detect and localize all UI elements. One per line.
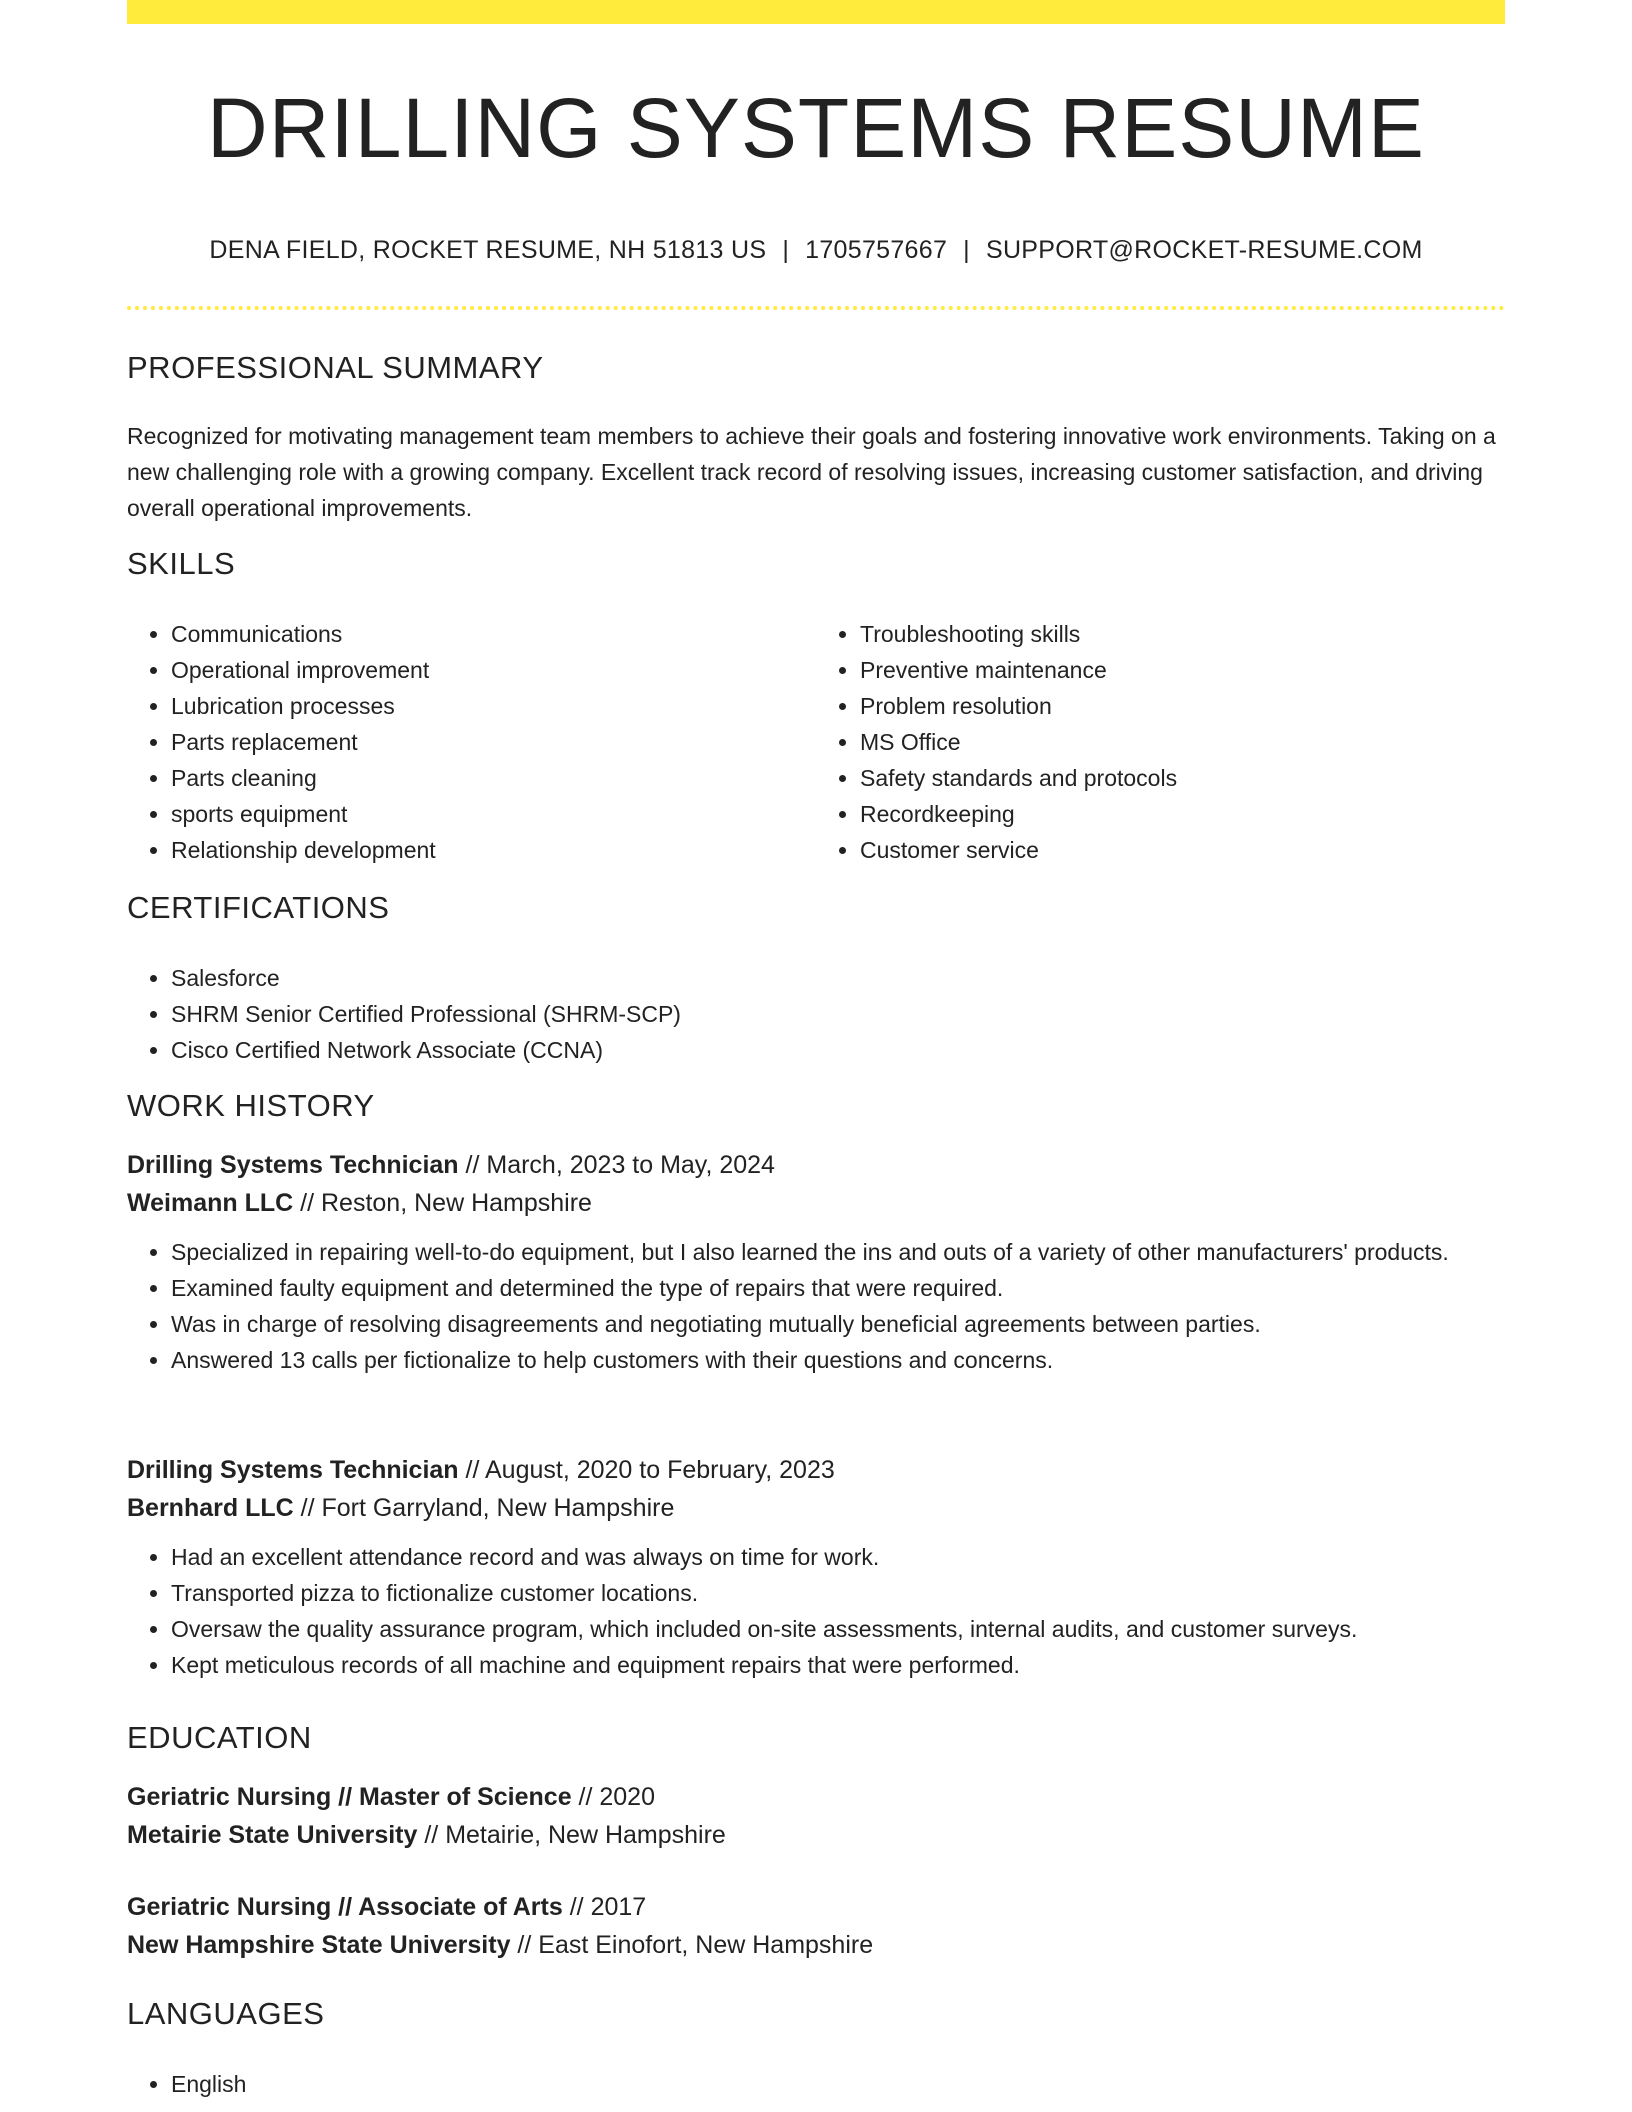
skill-item: • Lubrication processes — [171, 688, 816, 724]
job-bullets — [127, 1234, 1505, 1378]
skill-item: • Operational improvement — [171, 652, 816, 688]
job-company-line — [127, 1489, 1505, 1527]
section-heading-certifications: CERTIFICATIONS — [127, 890, 390, 925]
education-entry — [127, 1778, 1505, 1854]
certification-item: • Salesforce — [171, 960, 681, 996]
education-school-line — [127, 1816, 1505, 1854]
skill-item: • Parts cleaning — [171, 760, 816, 796]
contact-separator: | — [963, 236, 970, 264]
job-title: Drilling Systems Technician — [127, 1456, 459, 1484]
job-entry — [127, 1146, 1505, 1378]
job-bullets — [127, 1539, 1505, 1683]
certification-item: • SHRM Senior Certified Professional (SHRM-SCP) — [171, 996, 681, 1032]
education-year: // 2020 — [571, 1783, 655, 1811]
section-heading-work-history: WORK HISTORY — [127, 1088, 375, 1123]
skill-item: • Parts replacement — [171, 724, 816, 760]
education-location: // East Einofort, New Hampshire — [510, 1931, 874, 1959]
education-degree: Geriatric Nursing // Associate of Arts — [127, 1893, 563, 1921]
skill-item: • MS Office — [860, 724, 1505, 760]
language-item: • English — [171, 2066, 246, 2102]
job-location: // Reston, New Hampshire — [293, 1189, 592, 1217]
page-title: DRILLING SYSTEMS RESUME — [207, 81, 1425, 175]
job-bullet: • Was in charge of resolving disagreements and negotiating mutually beneficial agreements between parties. — [171, 1306, 1505, 1342]
skill-item: • sports equipment — [171, 796, 816, 832]
skill-item: • Customer service — [860, 832, 1505, 868]
education-school: Metairie State University — [127, 1821, 418, 1849]
accent-top-bar — [127, 0, 1505, 24]
contact-line — [127, 236, 1505, 265]
job-company-line — [127, 1184, 1505, 1222]
skill-item: • Recordkeeping — [860, 796, 1505, 832]
job-company: Weimann LLC — [127, 1189, 294, 1217]
job-dates: // March, 2023 to May, 2024 — [458, 1151, 775, 1179]
skill-item: • Problem resolution — [860, 688, 1505, 724]
job-bullet: • Had an excellent attendance record and was always on time for work. — [171, 1539, 1505, 1575]
education-degree: Geriatric Nursing // Master of Science — [127, 1783, 572, 1811]
skill-item: • Relationship development — [171, 832, 816, 868]
job-title-line — [127, 1146, 1505, 1184]
section-heading-summary: PROFESSIONAL SUMMARY — [127, 350, 544, 385]
job-bullet: • Specialized in repairing well-to-do equipment, but I also learned the ins and outs of a variety of other manufacturers' products. — [171, 1234, 1505, 1270]
education-entry — [127, 1888, 1505, 1964]
contact-separator: | — [782, 236, 790, 264]
job-bullet: • Kept meticulous records of all machine and equipment repairs that were performed. — [171, 1647, 1505, 1683]
education-school: New Hampshire State University — [127, 1931, 511, 1959]
job-location: // Fort Garryland, New Hampshire — [293, 1494, 675, 1522]
contact-email: SUPPORT@ROCKET-RESUME.COM — [985, 236, 1423, 264]
job-company: Bernhard LLC — [127, 1494, 294, 1522]
education-degree-line — [127, 1778, 1505, 1816]
skill-item: • Communications — [171, 616, 816, 652]
dotted-divider — [127, 306, 1505, 310]
section-heading-education: EDUCATION — [127, 1720, 312, 1755]
section-heading-languages: LANGUAGES — [127, 1996, 325, 2031]
contact-phone: 1705757667 — [805, 236, 948, 264]
education-degree-line — [127, 1888, 1505, 1926]
skill-item: • Preventive maintenance — [860, 652, 1505, 688]
education-year: // 2017 — [562, 1893, 647, 1921]
certifications-list — [127, 960, 681, 1068]
job-bullet: • Examined faulty equipment and determined the type of repairs that were required. — [171, 1270, 1505, 1306]
certification-item: • Cisco Certified Network Associate (CCNA) — [171, 1032, 681, 1068]
skill-item: • Safety standards and protocols — [860, 760, 1505, 796]
job-title: Drilling Systems Technician — [127, 1151, 459, 1179]
section-heading-skills: SKILLS — [127, 546, 236, 581]
job-bullet: • Transported pizza to fictionalize customer locations. — [171, 1575, 1505, 1611]
skills-column-right — [816, 616, 1505, 868]
job-bullet: • Answered 13 calls per fictionalize to help customers with their questions and concerns. — [171, 1342, 1505, 1378]
job-title-line — [127, 1451, 1505, 1489]
skills-list — [127, 616, 1505, 868]
summary-text: Recognized for motivating management team members to achieve their goals and fostering innovative work environments. Taking on a new challenging role with a growing company. Excellent track record of resolving issues, increasing customer satisfaction, and driving overall operational improvements. — [127, 423, 1496, 521]
skill-item: • Troubleshooting skills — [860, 616, 1505, 652]
job-entry — [127, 1451, 1505, 1683]
skills-column-left — [127, 616, 816, 868]
education-school-line — [127, 1926, 1505, 1964]
education-location: // Metairie, New Hampshire — [417, 1821, 726, 1849]
job-dates: // August, 2020 to February, 2023 — [458, 1456, 835, 1484]
contact-address: DENA FIELD, ROCKET RESUME, NH 51813 US — [209, 236, 767, 264]
languages-list — [127, 2066, 246, 2102]
job-bullet: • Oversaw the quality assurance program, which included on-site assessments, internal audits, and customer surveys. — [171, 1611, 1505, 1647]
